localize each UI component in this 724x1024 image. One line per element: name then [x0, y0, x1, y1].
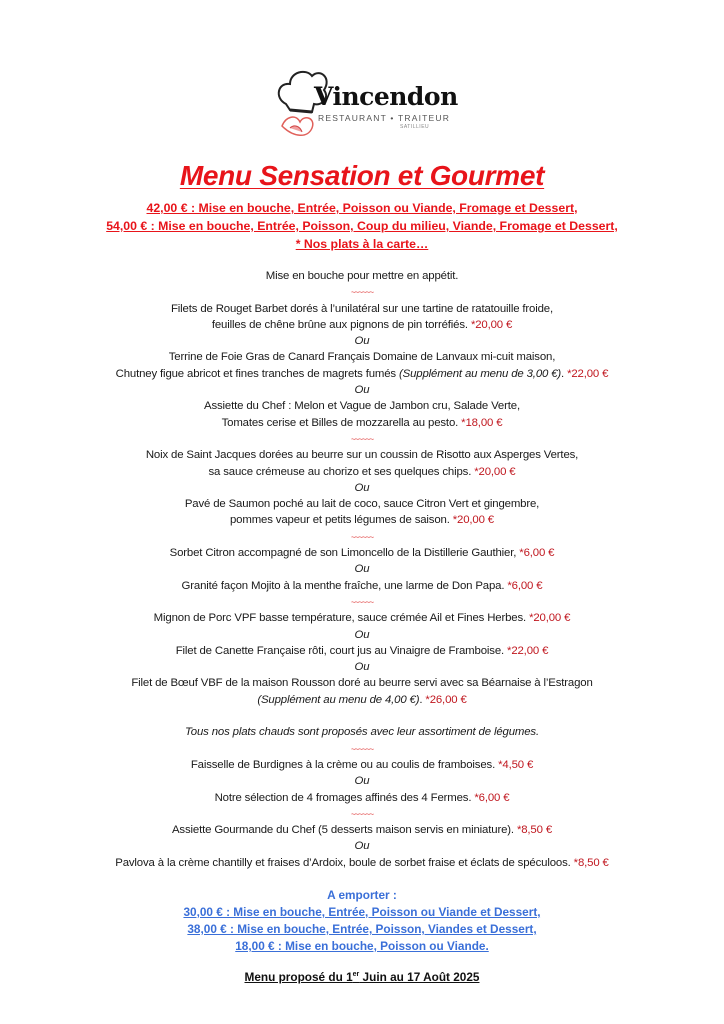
- dish-price: *20,00 €: [452, 514, 494, 527]
- italic-note: Ou: [354, 628, 370, 641]
- logo-name: Vincendon: [314, 82, 458, 111]
- dish-price: *6,00 €: [519, 547, 555, 560]
- takeaway-section: [0, 887, 724, 955]
- dish-text: feuilles de chêne brûne aux pignons de pin torréfiés.: [211, 318, 471, 331]
- dish-text: Filet de Canette Française rôti, court jus au Vinaigre de Framboise.: [175, 644, 508, 657]
- menu-line: [0, 268, 724, 284]
- dish-price: *8,50 €: [573, 856, 609, 869]
- dish-text: Faisselle de Burdignes à la crème ou au coulis de framboises.: [190, 758, 499, 771]
- dish-price: *4,50 €: [498, 758, 534, 771]
- menu-line: [0, 415, 724, 431]
- dish-price: *18,00 €: [461, 416, 503, 429]
- takeaway-offer: 30,00 € : Mise en bouche, Entrée, Poisson ou Viande et Dessert,: [183, 905, 541, 919]
- or-divider: [0, 838, 724, 854]
- separator: [0, 741, 724, 757]
- restaurant-logo: [272, 64, 458, 144]
- takeaway-heading: A emporter :: [327, 888, 397, 902]
- or-divider: [0, 382, 724, 398]
- offer-line: * Nos plats à la carte…: [295, 237, 429, 251]
- dish-text: Chutney figue abricot et fines tranches de magrets fumés: [115, 367, 399, 380]
- dish-price: *8,50 €: [516, 824, 553, 837]
- tilde-separator: ~~~~~~: [350, 597, 374, 607]
- menu-line: [0, 757, 724, 773]
- or-divider: [0, 659, 724, 675]
- menu-line: [0, 724, 724, 740]
- dish-text: Notre sélection de 4 fromages affinés des 4 Fermes.: [214, 791, 475, 804]
- menu-line: [0, 610, 724, 626]
- menu-items: [0, 268, 724, 871]
- italic-note: Ou: [354, 481, 370, 494]
- offer-line: 42,00 € : Mise en bouche, Entrée, Poisson ou Viande, Fromage et Dessert,: [146, 201, 578, 215]
- menu-line: [0, 578, 724, 594]
- menu-line: [0, 643, 724, 659]
- separator: [0, 594, 724, 610]
- italic-note: Ou: [354, 840, 370, 853]
- separator: [0, 284, 724, 300]
- dish-text: .: [419, 693, 426, 706]
- dish-text: Terrine de Foie Gras de Canard Français Domaine de Lanvaux mi-cuit maison,: [168, 351, 556, 364]
- offer-line: 54,00 € : Mise en bouche, Entrée, Poisson, Coup du milieu, Viande, Fromage et Dessert,: [106, 219, 618, 233]
- validity-text-end: Juin au 17 Août 2025: [359, 970, 480, 984]
- dish-text: Mignon de Porc VPF basse température, sauce crémée Ail et Fines Herbes.: [153, 612, 530, 625]
- dish-text: Filets de Rouget Barbet dorés à l’unilatéral sur une tartine de ratatouille froide,: [170, 302, 554, 315]
- separator: [0, 806, 724, 822]
- menu-line: [0, 512, 724, 528]
- menu-line: [0, 464, 724, 480]
- tilde-separator: ~~~~~~: [350, 532, 374, 542]
- dish-text: Filet de Bœuf VBF de la maison Rousson doré au beurre servi avec sa Béarnaise à l’Estragon: [131, 677, 593, 690]
- tilde-separator: ~~~~~~: [350, 288, 374, 298]
- dish-text: Assiette Gourmande du Chef (5 desserts maison servis en miniature).: [171, 824, 517, 837]
- dish-price: *6,00 €: [474, 791, 510, 804]
- menu-line: [0, 675, 724, 691]
- or-divider: [0, 627, 724, 643]
- dish-text: Tomates cerise et Billes de mozzarella au pesto.: [221, 416, 462, 429]
- italic-note: Ou: [354, 661, 370, 674]
- italic-note: Tous nos plats chauds sont proposés avec leur assortiment de légumes.: [185, 726, 539, 739]
- menu-line: [0, 366, 724, 382]
- dish-price: *20,00 €: [529, 612, 571, 625]
- tilde-separator: ~~~~~~: [350, 744, 374, 754]
- validity-text: Menu proposé du 1: [244, 970, 353, 984]
- dish-price: *26,00 €: [425, 693, 467, 706]
- menu-line: [0, 349, 724, 365]
- menu-validity: [0, 970, 724, 984]
- dish-price: *22,00 €: [567, 367, 609, 380]
- italic-note: Ou: [354, 775, 370, 788]
- menu-line: [0, 822, 724, 838]
- or-divider: [0, 333, 724, 349]
- dish-text: Pavé de Saumon poché au lait de coco, sauce Citron Vert et gingembre,: [184, 498, 540, 511]
- dish-text: Noix de Saint Jacques dorées au beurre sur un coussin de Risotto aux Asperges Vertes,: [145, 449, 579, 462]
- dish-price: *20,00 €: [474, 465, 516, 478]
- italic-note: Ou: [354, 563, 370, 576]
- menu-line: [0, 855, 724, 871]
- menu-line: [0, 496, 724, 512]
- dish-text: Assiette du Chef : Melon et Vague de Jambon cru, Salade Verte,: [204, 400, 520, 413]
- italic-note: Ou: [354, 335, 370, 348]
- or-divider: [0, 773, 724, 789]
- menu-title: Menu Sensation et Gourmet: [179, 160, 545, 191]
- menu-line: [0, 398, 724, 414]
- dish-text: Granité façon Mojito à la menthe fraîche, une larme de Don Papa.: [181, 579, 508, 592]
- dish-text: Mise en bouche pour mettre en appétit.: [265, 270, 459, 282]
- menu-line: [0, 708, 724, 724]
- dish-text: pommes vapeur et petits légumes de saison.: [230, 514, 453, 527]
- menu-line: [0, 545, 724, 561]
- italic-note: (Supplément au menu de 3,00 €): [399, 367, 562, 380]
- dish-text: .: [561, 367, 568, 380]
- menu-offers: [0, 199, 724, 253]
- dish-price: *20,00 €: [470, 318, 513, 331]
- menu-line: [0, 301, 724, 317]
- menu-line: [0, 317, 724, 333]
- dish-text: sa sauce crémeuse au chorizo et ses quelques chips.: [208, 465, 475, 478]
- or-divider: [0, 561, 724, 577]
- tilde-separator: ~~~~~~: [350, 809, 374, 819]
- or-divider: [0, 480, 724, 496]
- menu-line: [0, 447, 724, 463]
- dish-price: *22,00 €: [507, 644, 549, 657]
- takeaway-offer: 38,00 € : Mise en bouche, Entrée, Poisson, Viandes et Dessert,: [187, 922, 537, 936]
- italic-note: Ou: [354, 384, 370, 397]
- separator: [0, 529, 724, 545]
- logo-town: SATILLIEU: [400, 124, 430, 130]
- takeaway-offer: 18,00 € : Mise en bouche, Poisson ou Viande.: [235, 939, 489, 953]
- dish-text: Pavlova à la crème chantilly et fraises d’Ardoix, boule de sorbet fraise et éclats de spéculoos.: [115, 856, 574, 869]
- validity-sup: er: [352, 971, 360, 979]
- dish-price: *6,00 €: [507, 579, 543, 592]
- dish-text: Sorbet Citron accompagné de son Limoncello de la Distillerie Gauthier,: [169, 547, 520, 560]
- italic-note: (Supplément au menu de 4,00 €): [257, 693, 420, 706]
- separator: [0, 431, 724, 447]
- tilde-separator: ~~~~~~: [350, 434, 374, 444]
- logo-subtitle: RESTAURANT • TRAITEUR: [318, 113, 451, 123]
- menu-line: [0, 790, 724, 806]
- menu-line: [0, 692, 724, 708]
